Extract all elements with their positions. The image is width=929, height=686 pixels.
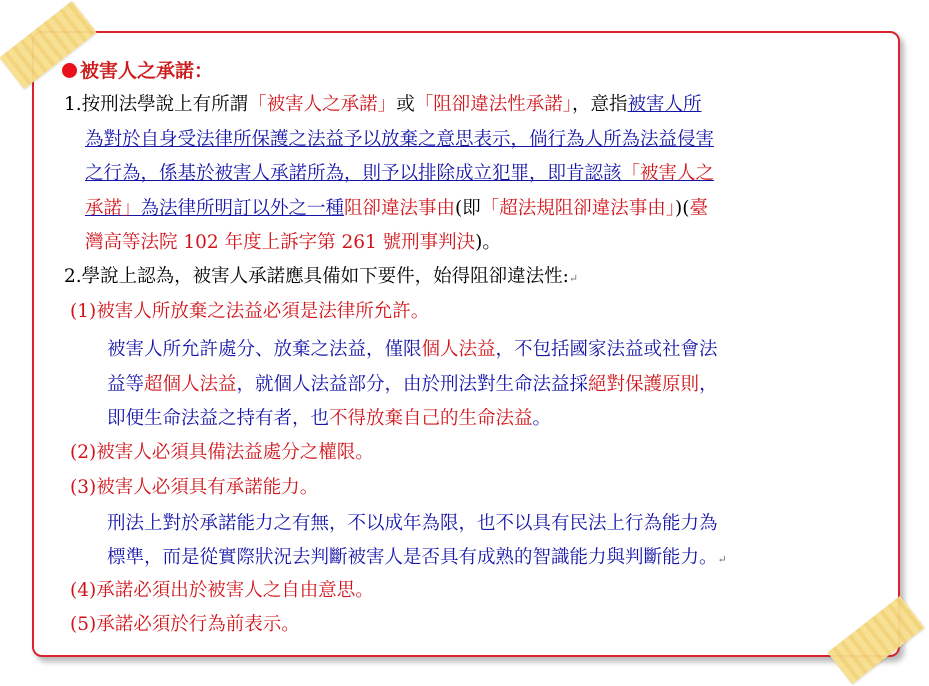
bullet-dot-icon <box>62 63 77 78</box>
para1-line5: 灣高等法院 102 年度上訴字第 261 號刑事判決)。 <box>85 232 501 253</box>
item1-title: (1)被害人所放棄之法益必須是法律所允許。 <box>70 301 430 322</box>
item1-desc-line2: 益等超個人法益，就個人法益部分，由於刑法對生命法益採絕對保護原則， <box>107 374 718 395</box>
item1-desc-line3: 即便生命法益之持有者，也不得放棄自己的生命法益。 <box>107 408 552 429</box>
para1-line3: 之行為，係基於被害人承諾所為，則予以排除成立犯罪，即肯認該「被害人之 <box>85 163 715 184</box>
item3-desc-line1: 刑法上對於承諾能力之有無，不以成年為限，也不以具有民法上行為能力為 <box>107 513 718 534</box>
para1-line4: 承諾」為法律所明訂以外之一種阻卻違法事由(即「超法規阻卻違法事由」)(臺 <box>85 198 708 219</box>
item5-title: (5)承諾必須於行為前表示。 <box>70 614 300 635</box>
item3-desc-line2: 標準，而是從實際狀況去判斷被害人是否具有成熟的智識能力與判斷能力。↵ <box>107 547 727 568</box>
section-heading: 被害人之承諾： <box>62 60 213 82</box>
para1-line1: 1.按刑法學說上有所謂「被害人之承諾」或「阻卻違法性承諾」，意指被害人所 <box>64 94 702 115</box>
item2-title: (2)被害人必須具備法益處分之權限。 <box>70 442 374 463</box>
item3-title: (3)被害人必須具有承諾能力。 <box>70 477 319 498</box>
item4-title: (4)承諾必須出於被害人之自由意思。 <box>70 580 374 601</box>
para2-line1: 2.學說上認為，被害人承諾應具備如下要件，始得阻卻違法性:↵ <box>64 266 579 287</box>
item1-desc-line1: 被害人所允許處分、放棄之法益，僅限個人法益，不包括國家法益或社會法 <box>107 339 718 360</box>
para1-line2: 為對於自身受法律所保護之法益予以放棄之意思表示，倘行為人所為法益侵害 <box>85 129 715 150</box>
